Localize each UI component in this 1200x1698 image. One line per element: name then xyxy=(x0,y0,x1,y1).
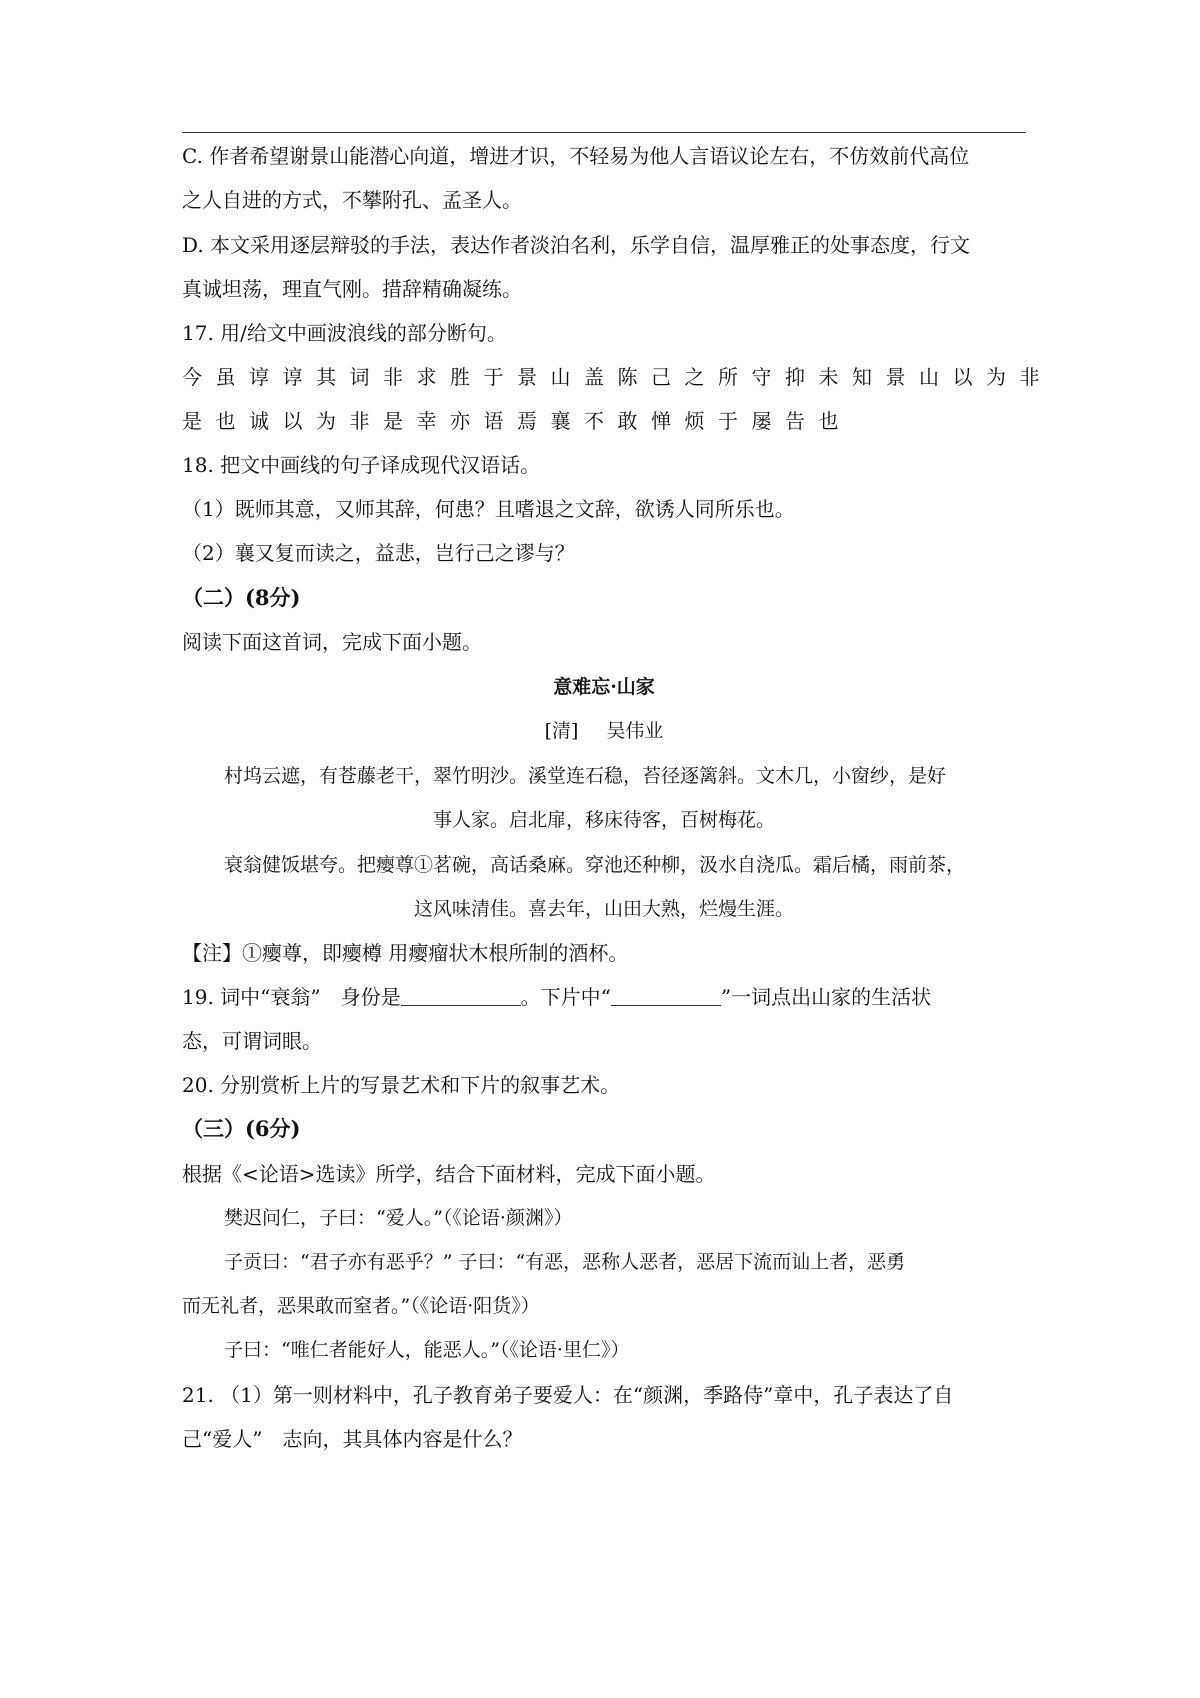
section3-quote1: 樊迟问仁，子曰：“爱人。”（《论语·颜渊》） xyxy=(224,1207,573,1229)
q17-prompt: 17. 用/给文中画波浪线的部分断句。 xyxy=(182,321,507,345)
section2-heading: （二）(8分) xyxy=(182,585,301,610)
q18-item1: （1）既师其意，又师其辞，何患？且嗜退之文辞，欲诱人同所乐也。 xyxy=(182,497,795,521)
poem-stanza2-line2: 这风味清佳。喜去年，山田大熟，烂熳生涯。 xyxy=(413,898,794,920)
q19-part3: ”一词点出山家的生活状 xyxy=(720,985,932,1009)
poem-dynasty: [清] xyxy=(544,720,579,742)
q19-line2: 态，可谓词眼。 xyxy=(182,1029,322,1053)
q16-option-d-line1: D. 本文采用逐层辩驳的手法，表达作者淡泊名利，乐学自信，温厚雅正的处事态度，行文 xyxy=(182,233,971,257)
q18-prompt: 18. 把文中画线的句子译成现代汉语话。 xyxy=(182,453,541,477)
q18-item2: （2）襄又复而读之，益悲，岂行己之谬与？ xyxy=(182,541,575,565)
poem-stanza2-line1: 衰翁健饭堪夸。把瘿尊①茗碗，高话桑麻。穿池还种柳，汲水自浇瓜。霜后橘，雨前茶， xyxy=(224,854,966,876)
poem-byline xyxy=(182,717,1026,745)
section2-intro: 阅读下面这首词，完成下面小题。 xyxy=(182,630,482,654)
section3-intro: 根据《<论语>选读》所学，结合下面材料，完成下面小题。 xyxy=(182,1162,716,1186)
q21-line1: 21. （1）第一则材料中，孔子教育弟子要爱人：在“颜渊，季路侍”章中，孔子表达了自 xyxy=(182,1383,954,1407)
q16-option-d-line2: 真诚坦荡，理直气刚。措辞精确凝练。 xyxy=(182,277,522,301)
q19-line1 xyxy=(182,983,931,1011)
section3-quote2-line1: 子贡曰：“君子亦有恶乎？” 子曰：“有恶，恶称人恶者，恶居下流而讪上者，恶勇 xyxy=(224,1251,906,1273)
q16-option-c-line1: C. 作者希望谢景山能潜心向道，增进才识，不轻易为他人言语议论左右，不仿效前代高位 xyxy=(182,144,970,168)
q21-line2: 己“爱人” 志向，其具体内容是什么？ xyxy=(182,1427,523,1451)
q20-prompt: 20. 分别赏析上片的写景艺术和下片的叙事艺术。 xyxy=(182,1073,621,1097)
poem-stanza1-line1: 村坞云遮，有苍藤老干，翠竹明沙。溪堂连石稳，苔径逐篱斜。文木几，小窗纱，是好 xyxy=(224,765,947,787)
q19-answer-blank-word[interactable] xyxy=(611,985,721,1006)
section3-heading: （三）(6分) xyxy=(182,1116,301,1141)
poem-stanza1-line2: 事人家。启北扉，移床待客，百树梅花。 xyxy=(432,809,775,831)
q17-passage-line2: 是也诚以为非是幸亦语焉襄不敢惮烦于屡告也 xyxy=(182,409,852,433)
poem-title: 意难忘·山家 xyxy=(553,676,655,698)
q19-answer-blank-identity[interactable] xyxy=(401,985,521,1006)
poem-author: 吴伟业 xyxy=(606,720,664,742)
q19-part2: 。下片中“ xyxy=(520,985,611,1009)
section3-quote3: 子曰：“唯仁者能好人，能恶人。”（《论语·里仁》） xyxy=(224,1339,630,1361)
q16-option-c-line2: 之人自进的方式，不攀附孔、孟圣人。 xyxy=(182,188,522,212)
q19-part1: 19. 词中“衰翁” 身份是 xyxy=(182,985,401,1009)
q17-passage-line1: 今虽谆谆其词非求胜于景山盖陈己之所守抑未知景山以为非 xyxy=(182,365,1053,389)
section3-quote2-line2: 而无礼者，恶果敢而窒者。”（《论语·阳货》） xyxy=(182,1295,540,1317)
poem-note: 【注】①瘿尊，即瘿樽 用瘿瘤状木根所制的酒杯。 xyxy=(182,941,629,965)
header-rule xyxy=(182,132,1026,133)
